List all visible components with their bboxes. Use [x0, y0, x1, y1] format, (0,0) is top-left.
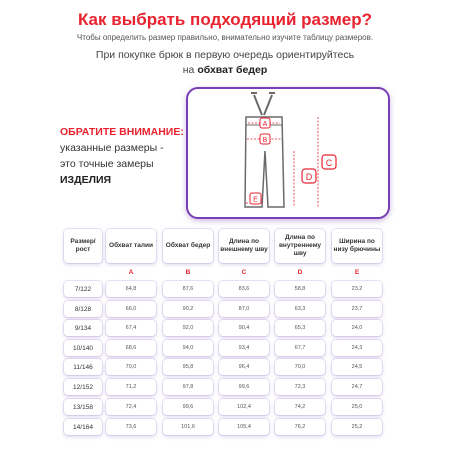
table-value-cell: 90,2 — [163, 301, 213, 317]
table-value-cell: 24,5 — [332, 359, 382, 375]
table-value-cell: 90,4 — [219, 320, 269, 336]
table-value-cell: 105,4 — [219, 419, 269, 435]
table-value-cell: 71,2 — [106, 379, 156, 395]
table-header-cell: Длина по внутреннему шву — [275, 229, 325, 263]
table-value-cell: 74,2 — [275, 399, 325, 415]
table-value-cell: 95,8 — [163, 359, 213, 375]
table-value-cell: 83,6 — [219, 281, 269, 297]
table-value-cell: 24,7 — [332, 379, 382, 395]
table-value-cell: 70,0 — [106, 359, 156, 375]
diagram-label-c: C — [325, 158, 333, 168]
attention-line-2: это точные замеры — [60, 158, 154, 170]
table-value-cell: 93,4 — [219, 340, 269, 356]
table-value-cell: 23,2 — [332, 281, 382, 297]
table-header-cell: Обхват талии — [106, 229, 156, 263]
table-value-cell: 68,6 — [106, 340, 156, 356]
hint-line-2-bold: обхват бедер — [197, 64, 268, 76]
table-value-cell: 63,3 — [275, 301, 325, 317]
table-value-cell: 65,3 — [275, 320, 325, 336]
table-letter-cell: D — [275, 267, 325, 277]
table-size-cell: 9/134 — [64, 320, 102, 336]
table-value-cell: 87,6 — [163, 281, 213, 297]
table-header-cell: Размер/ рост — [64, 229, 102, 263]
table-value-cell: 76,2 — [275, 419, 325, 435]
table-header-cell: Длина по внешнему шву — [219, 229, 269, 263]
table-value-cell: 72,3 — [275, 379, 325, 395]
attention-note — [60, 124, 190, 188]
table-header-cell: Обхват бедер — [163, 229, 213, 263]
table-value-cell: 102,4 — [219, 399, 269, 415]
table-value-cell: 58,8 — [275, 281, 325, 297]
pants-drawing — [188, 89, 388, 217]
attention-heading: ОБРАТИТЕ ВНИМАНИЕ: — [60, 126, 184, 138]
table-size-cell: 14/164 — [64, 419, 102, 435]
table-value-cell: 96,4 — [219, 359, 269, 375]
table-letter-cell: E — [332, 267, 382, 277]
table-value-cell: 99,6 — [163, 399, 213, 415]
table-value-cell: 66,0 — [106, 301, 156, 317]
table-value-cell: 25,0 — [332, 399, 382, 415]
diagram-label-b: B — [262, 137, 268, 144]
hint-line-1: При покупке брюк в первую очередь ориентируйтесь — [95, 49, 355, 61]
table-size-cell: 8/128 — [64, 301, 102, 317]
table-value-cell: 25,2 — [332, 419, 382, 435]
table-value-cell: 24,3 — [332, 340, 382, 356]
attention-line-1: указанные размеры - — [60, 142, 164, 154]
diagram-label-a: A — [262, 121, 268, 128]
diagram-label-e: E — [253, 196, 258, 204]
table-value-cell: 87,0 — [219, 301, 269, 317]
page-subtitle: Чтобы определить размер правильно, внимательно изучите таблицу размеров. — [76, 33, 374, 42]
table-header-cell: Ширина по низу брючины — [332, 229, 382, 263]
page-title: Как выбрать подходящий размер? — [77, 10, 373, 29]
table-value-cell: 97,8 — [163, 379, 213, 395]
table-value-cell: 70,0 — [275, 359, 325, 375]
table-size-cell: 11/146 — [64, 359, 102, 375]
hint-line-2 — [0, 64, 450, 76]
table-value-cell: 64,8 — [106, 281, 156, 297]
table-size-cell: 12/152 — [64, 379, 102, 395]
table-letter-cell: C — [219, 267, 269, 277]
table-size-cell: 7/122 — [64, 281, 102, 297]
table-value-cell: 92,0 — [163, 320, 213, 336]
table-value-cell: 67,4 — [106, 320, 156, 336]
table-value-cell: 73,6 — [106, 419, 156, 435]
table-value-cell: 23,7 — [332, 301, 382, 317]
table-value-cell: 24,0 — [332, 320, 382, 336]
table-value-cell: 101,6 — [163, 419, 213, 435]
table-value-cell: 67,7 — [275, 340, 325, 356]
hint-line-2-prefix: на — [182, 64, 198, 76]
table-value-cell: 72,4 — [106, 399, 156, 415]
pants-measurement-diagram — [186, 87, 390, 219]
table-value-cell: 99,6 — [219, 379, 269, 395]
table-size-cell: 10/140 — [64, 340, 102, 356]
table-letter-cell: A — [106, 267, 156, 277]
diagram-label-d: D — [305, 172, 313, 182]
table-value-cell: 94,0 — [163, 340, 213, 356]
attention-line-3: ИЗДЕЛИЯ — [60, 174, 112, 186]
table-size-cell: 13/158 — [64, 399, 102, 415]
table-letter-cell: B — [163, 267, 213, 277]
